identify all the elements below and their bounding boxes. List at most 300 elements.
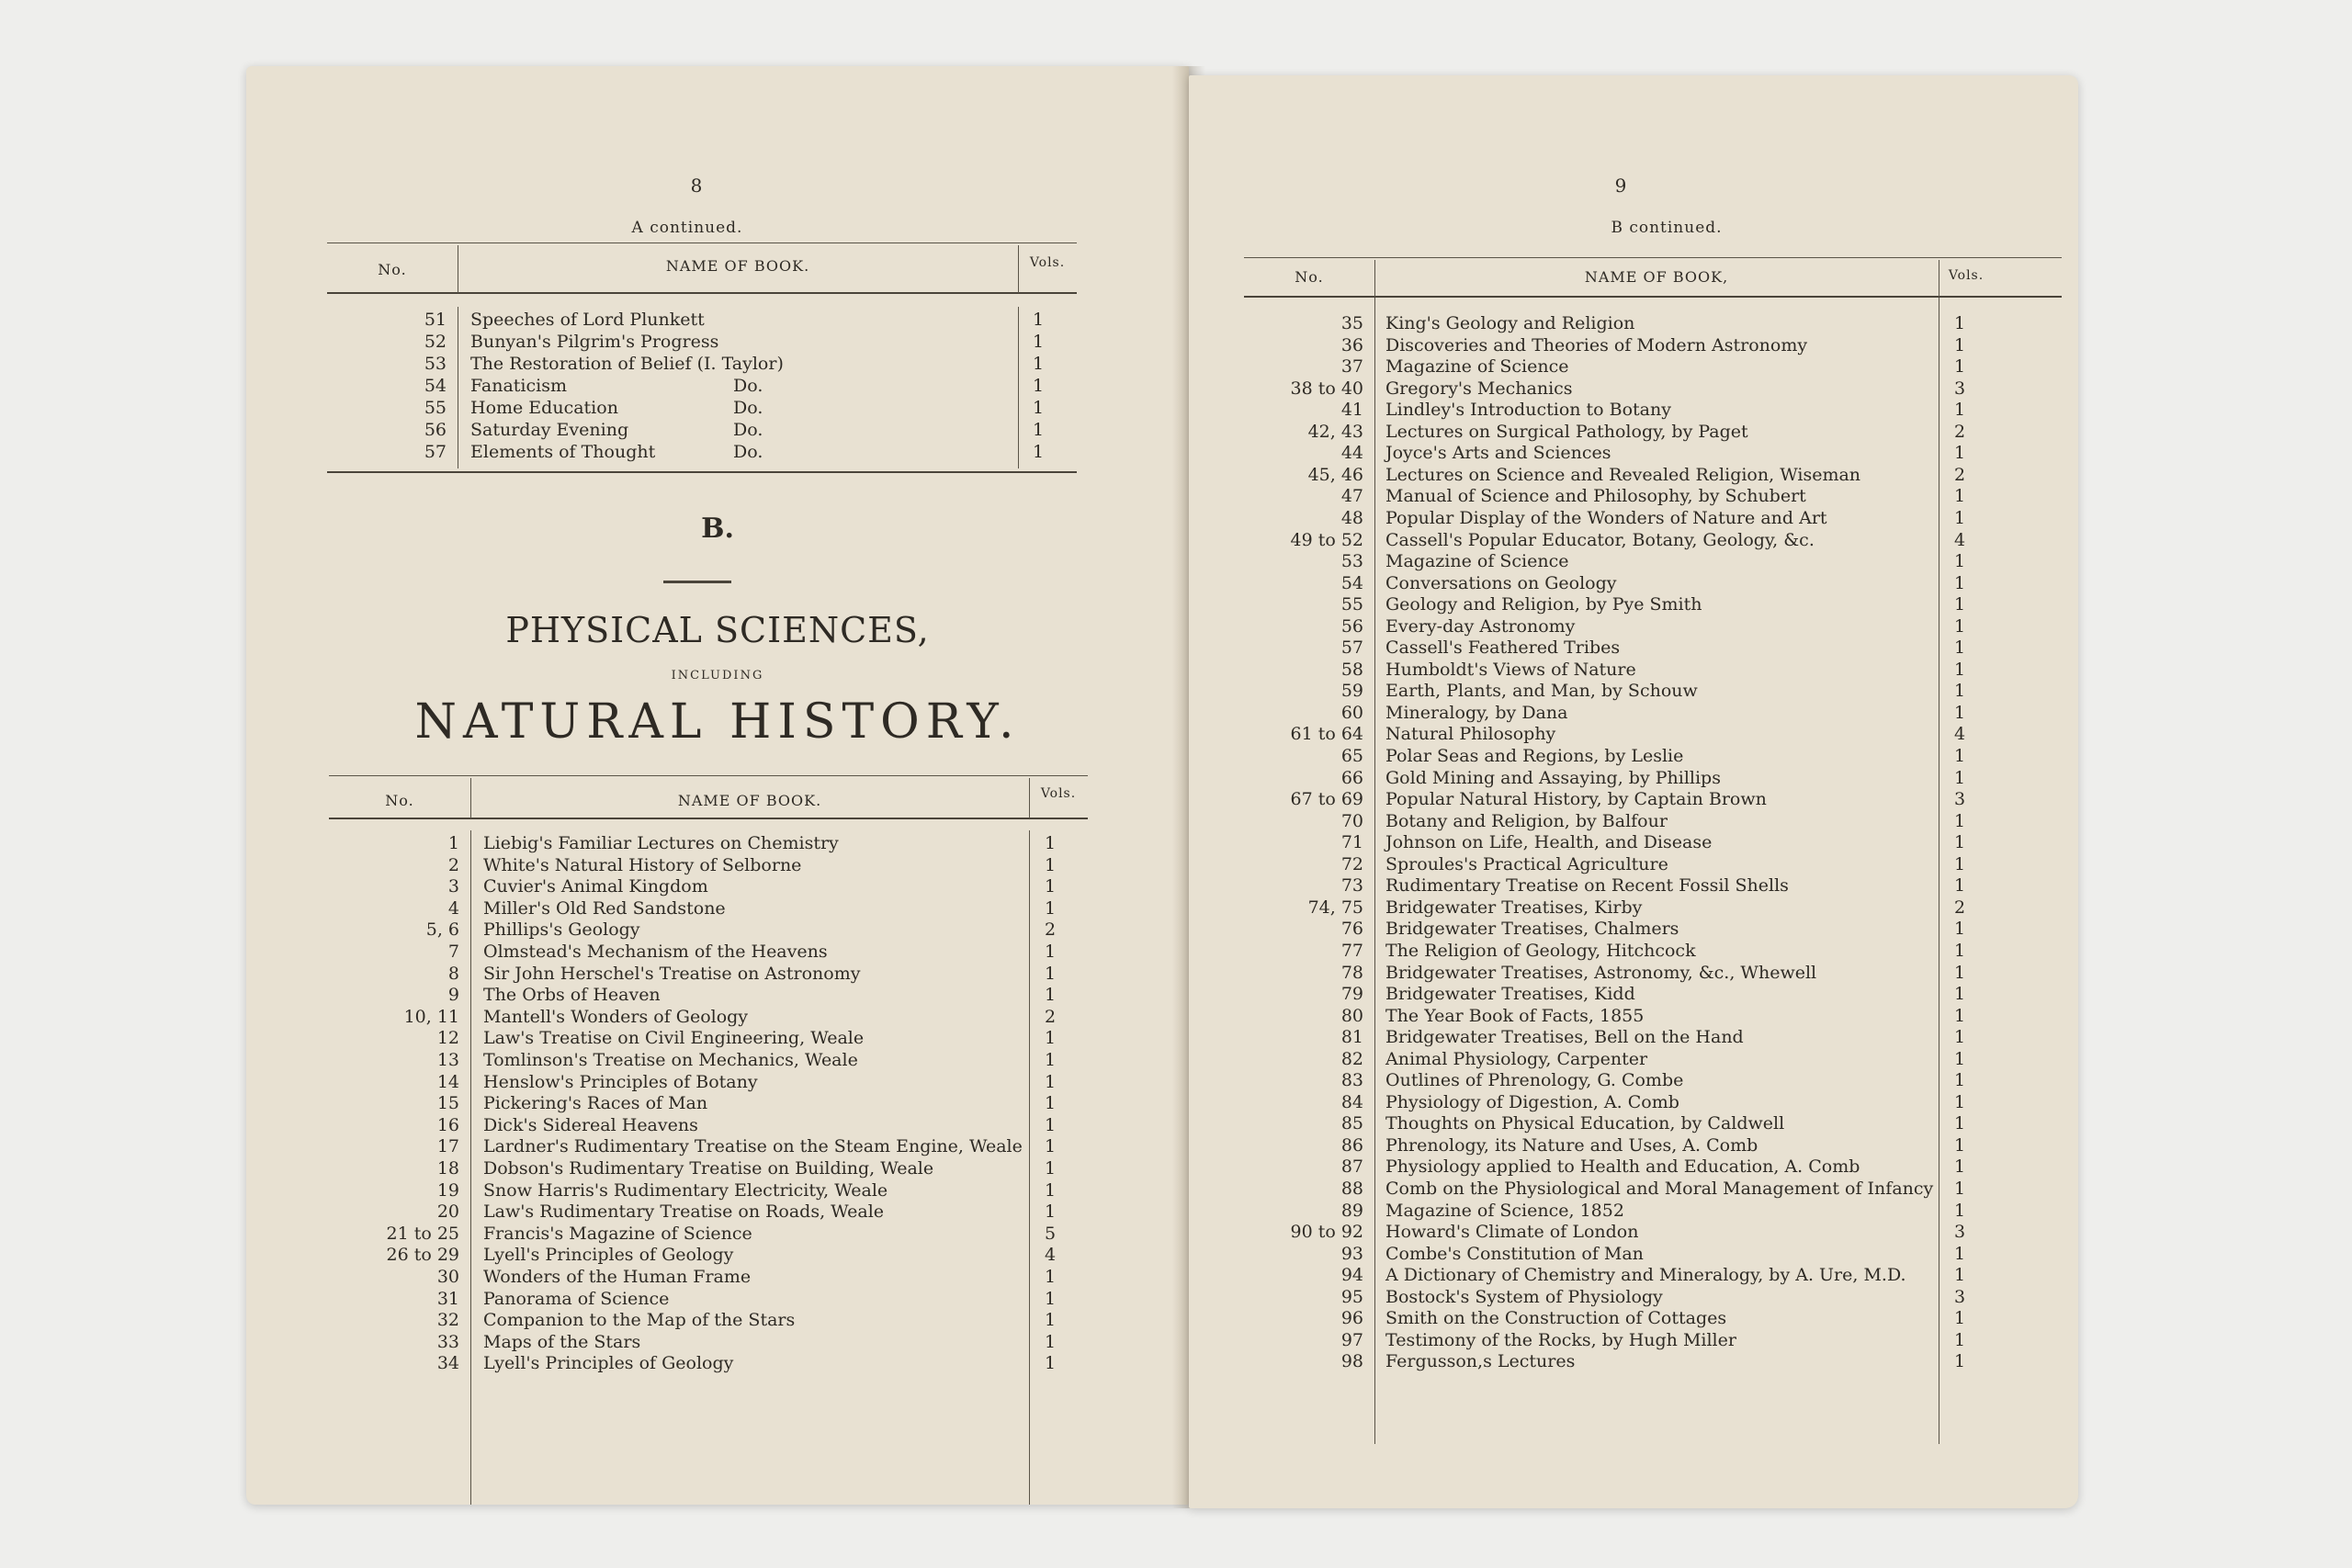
column-header-vols: Vols. [1948,268,1984,283]
book-name: Outlines of Phrenology, G. Combe [1385,1070,1684,1091]
row-number: 55 [424,398,447,418]
table-row [246,1114,1189,1136]
volume-count: 1 [1953,832,1966,853]
book-name: Elements of Thought [470,442,656,462]
row-number: 48 [1340,507,1363,528]
volume-count: 2 [1044,1006,1057,1027]
volume-count: 1 [1044,1353,1057,1374]
table-row [1189,529,2078,551]
table-row [246,919,1189,941]
row-number: 84 [1340,1091,1363,1112]
row-number: 81 [1340,1027,1363,1048]
volume-count: 3 [1953,789,1966,810]
volume-count: 1 [1953,1091,1966,1112]
table-row [1189,897,2078,919]
volume-count: 1 [1953,1005,1966,1026]
volume-count: 2 [1953,464,1966,485]
row-number: 61 to 64 [1290,724,1363,745]
row-number: 41 [1340,400,1363,421]
row-number: 87 [1340,1156,1363,1178]
book-name: The Year Book of Facts, 1855 [1385,1005,1645,1026]
section-heading-text: A continued. [631,219,743,237]
table-row [1189,853,2078,875]
column-header-name: NAME OF BOOK, [1584,268,1729,286]
row-number: 1 [447,833,459,853]
volume-count: 1 [1044,963,1057,984]
volume-count: 1 [1032,398,1045,418]
table-row [1189,659,2078,681]
table-row [246,1223,1189,1245]
book-name: Joyce's Arts and Sciences [1385,443,1611,464]
section-heading-text: B continued. [1611,219,1723,237]
book-name: Lyell's Principles of Geology [483,1245,734,1266]
volume-count: 1 [1953,551,1966,572]
book-name: Bridgewater Treatises, Kidd [1385,984,1635,1005]
table-row [1189,1005,2078,1027]
row-number: 26 to 29 [386,1245,459,1266]
volume-count: 3 [1953,1222,1966,1243]
book-name: Fanaticism [470,376,567,396]
book-name: Popular Display of the Wonders of Nature and Art [1385,507,1827,528]
book-name: Natural Philosophy [1385,724,1556,745]
book-name: Lectures on Science and Revealed Religion, Wiseman [1385,464,1861,485]
volume-count: 1 [1953,443,1966,464]
volume-count: 1 [1044,854,1057,875]
book-name: Bridgewater Treatises, Kirby [1385,897,1643,918]
row-number: 58 [1340,659,1363,680]
row-number: 17 [436,1136,459,1157]
row-number: 3 [447,876,459,897]
row-number: 9 [447,985,459,1006]
book-name: Home Education [470,398,618,418]
table-row [246,1157,1189,1179]
book-name: Law's Rudimentary Treatise on Roads, Weale [483,1201,885,1223]
row-number: 10, 11 [403,1006,459,1027]
volume-count: 1 [1953,1027,1966,1048]
column-header-no: No. [378,261,407,278]
row-number: 54 [424,376,447,396]
table-row [246,1092,1189,1114]
table-row [1189,1069,2078,1091]
section-subtitle: NATURAL HISTORY. [414,694,1021,750]
row-number: 79 [1340,984,1363,1005]
volume-count: 1 [1044,1201,1057,1223]
volume-count: 1 [1953,1134,1966,1156]
volume-count: 1 [1044,985,1057,1006]
table-row [246,1266,1189,1288]
book-name: Saturday Evening [470,420,629,440]
table-row [1189,485,2078,507]
book-name: Gold Mining and Assaying, by Phillips [1385,767,1721,788]
table-row [1189,550,2078,572]
table-row [246,441,1189,463]
table-row [1189,1264,2078,1286]
row-number: 57 [424,442,447,462]
book-name: Combe's Constitution of Man [1385,1243,1644,1264]
table-row [1189,637,2078,659]
row-number: 20 [436,1201,459,1223]
book-name: Thoughts on Physical Education, by Caldwell [1385,1113,1785,1134]
row-number: 35 [1340,313,1363,333]
book-name: Johnson on Life, Health, and Disease [1385,832,1713,853]
volume-count: 4 [1953,724,1966,745]
book-name: Phillips's Geology [483,919,640,941]
book-name: Snow Harris's Rudimentary Electricity, Weale [483,1179,888,1201]
book-name: Humboldt's Views of Nature [1385,659,1636,680]
book-name: Magazine of Science [1385,551,1569,572]
table-row [1189,442,2078,464]
book-name: Fergusson,s Lectures [1385,1351,1576,1372]
page-number: 9 [1614,175,1627,197]
row-number: 86 [1340,1134,1363,1156]
book-name: Cassell's Popular Educator, Botany, Geology, &c. [1385,529,1815,550]
book-name: Cassell's Feathered Tribes [1385,637,1621,659]
volume-count: 2 [1953,897,1966,918]
volume-count: 1 [1953,919,1966,940]
row-number: 42, 43 [1307,421,1363,442]
row-number: 77 [1340,940,1363,961]
row-number: 13 [436,1050,459,1070]
row-number: 30 [436,1267,459,1287]
table-row [1189,1350,2078,1372]
table-row [1189,1329,2078,1351]
row-number: 2 [447,854,459,875]
volume-count: 1 [1953,486,1966,507]
volume-count: 1 [1953,962,1966,983]
row-number: 38 to 40 [1290,378,1363,399]
volume-count: 1 [1044,1331,1057,1352]
row-number: 59 [1340,681,1363,702]
row-number: 57 [1340,637,1363,659]
volume-count: 1 [1044,1136,1057,1157]
book-name: Polar Seas and Regions, by Leslie [1385,746,1684,766]
volume-count: 1 [1953,1179,1966,1199]
book-name: Manual of Science and Philosophy, by Schubert [1385,486,1806,507]
book-name: Bunyan's Pilgrim's Progress [470,332,719,352]
row-number: 72 [1340,853,1363,874]
volume-count: 1 [1044,1050,1057,1070]
column-header-no: No. [1295,268,1324,286]
table-row [1189,464,2078,486]
row-number: 65 [1340,746,1363,766]
volume-count: 1 [1953,1113,1966,1134]
book-name: Lyell's Principles of Geology [483,1353,734,1374]
volume-count: 1 [1953,702,1966,723]
row-number: 19 [436,1179,459,1201]
row-number: 88 [1340,1179,1363,1199]
row-number: 53 [1340,551,1363,572]
volume-count: 1 [1953,746,1966,766]
section-letter: B. [701,513,734,545]
table-row [246,397,1189,419]
volume-count: 1 [1953,594,1966,615]
table-row [246,984,1189,1006]
volume-count: 1 [1044,833,1057,853]
column-header-no: No. [385,792,414,809]
table-row [1189,1200,2078,1222]
volume-count: 1 [1953,810,1966,831]
row-number: 33 [436,1331,459,1352]
book-name: Physiology applied to Health and Education, A. Comb [1385,1156,1860,1178]
volume-count: 1 [1044,1071,1057,1092]
table-row [1189,593,2078,615]
row-number: 7 [447,942,459,962]
column-header-vols: Vols. [1040,786,1077,801]
volume-count: 1 [1953,1265,1966,1286]
page-number: 8 [690,175,703,197]
row-number: 95 [1340,1286,1363,1307]
book-name: The Religion of Geology, Hitchcock [1385,940,1696,961]
book-name: Companion to the Map of the Stars [483,1310,796,1331]
book-name: Dick's Sidereal Heavens [483,1114,698,1135]
table-row [246,1331,1189,1353]
book-name: Conversations on Geology [1385,572,1617,593]
row-number: 53 [424,354,447,374]
book-name: Law's Treatise on Civil Engineering, Weale [483,1028,865,1049]
row-number: 55 [1340,594,1363,615]
table-row [1189,940,2078,962]
book-name: The Restoration of Belief (I. Taylor) [470,354,784,374]
book-name: Lindley's Introduction to Botany [1385,400,1671,421]
row-number: 54 [1340,572,1363,593]
row-number: 5, 6 [425,919,459,941]
book-name: Animal Physiology, Carpenter [1385,1048,1648,1069]
volume-count: 1 [1044,942,1057,962]
volume-count: 1 [1953,1243,1966,1264]
table-row [1189,1134,2078,1156]
table-row [246,1288,1189,1310]
book-name: Cuvier's Animal Kingdom [483,876,708,897]
table-row [246,375,1189,397]
table-row [246,1049,1189,1071]
row-number: 47 [1340,486,1363,507]
volume-count: 1 [1044,876,1057,897]
book-name: The Orbs of Heaven [483,985,661,1006]
table-row [1189,874,2078,897]
row-number: 89 [1340,1200,1363,1221]
volume-count: 1 [1044,1288,1057,1309]
volume-count: 1 [1044,1310,1057,1331]
book-name: Panorama of Science [483,1288,670,1309]
book-name: Wonders of the Human Frame [483,1267,752,1287]
table-row [246,941,1189,963]
row-number: 37 [1340,356,1363,378]
book-name: Geology and Religion, by Pye Smith [1385,594,1702,615]
book-name: Bridgewater Treatises, Chalmers [1385,919,1679,940]
table-row [246,1071,1189,1093]
row-number: 52 [424,332,447,352]
book-name: Lardner's Rudimentary Treatise on the Steam Engine, Weale [483,1136,1023,1157]
table-row [246,1006,1189,1028]
table-row [1189,788,2078,810]
table-row [1189,1307,2078,1329]
volume-count: 1 [1953,1308,1966,1329]
row-number: 34 [436,1353,459,1374]
volume-count: 1 [1953,334,1966,355]
row-number: 32 [436,1310,459,1331]
table-row [246,1244,1189,1266]
book-name: Francis's Magazine of Science [483,1223,752,1244]
table-row [1189,572,2078,594]
row-number: 73 [1340,875,1363,897]
row-number: 51 [424,310,447,330]
volume-count: 1 [1044,1028,1057,1049]
table-row [1189,615,2078,637]
ditto-mark: Do. [733,398,763,418]
volume-count: 1 [1032,420,1045,440]
table-row [1189,1178,2078,1200]
row-number: 44 [1340,443,1363,464]
book-name: Speeches of Lord Plunkett [470,310,705,330]
section-heading [503,219,871,237]
book-name: Magazine of Science [1385,356,1569,378]
book-name: Earth, Plants, and Man, by Schouw [1385,681,1698,702]
row-number: 18 [436,1158,459,1179]
table-row [246,1352,1189,1374]
row-number: 80 [1340,1005,1363,1026]
book-name: Discoveries and Theories of Modern Astronomy [1385,334,1808,355]
volume-count: 1 [1953,984,1966,1005]
table-row [246,1135,1189,1157]
volume-count: 1 [1953,875,1966,897]
book-name: Miller's Old Red Sandstone [483,897,726,919]
table-row [246,331,1189,353]
table-row [1189,1221,2078,1243]
row-number: 78 [1340,962,1363,983]
row-number: 94 [1340,1265,1363,1286]
ditto-mark: Do. [733,376,763,396]
volume-count: 1 [1953,615,1966,637]
table-row [246,1179,1189,1201]
row-number: 97 [1340,1329,1363,1350]
book-name: Rudimentary Treatise on Recent Fossil Shells [1385,875,1789,897]
table-row [1189,745,2078,767]
table-row [246,1027,1189,1049]
row-number: 15 [436,1093,459,1114]
book-name: Sproules's Practical Agriculture [1385,853,1668,874]
row-number: 56 [424,420,447,440]
volume-count: 4 [1953,529,1966,550]
volume-count: 1 [1044,1093,1057,1114]
table-row [1189,702,2078,724]
row-number: 90 to 92 [1290,1222,1363,1243]
ditto-mark: Do. [733,442,763,462]
book-name: Sir John Herschel's Treatise on Astronomy [483,963,861,984]
volume-count: 3 [1953,1286,1966,1307]
row-number: 12 [436,1028,459,1049]
table-row [246,963,1189,985]
volume-count: 1 [1953,1351,1966,1372]
row-number: 36 [1340,334,1363,355]
row-number: 31 [436,1288,459,1309]
volume-count: 1 [1953,1070,1966,1091]
left-page [246,66,1189,1505]
volume-count: 1 [1953,313,1966,333]
volume-count: 4 [1044,1245,1057,1266]
right-page [1189,75,2078,1508]
column-header-name: NAME OF BOOK. [677,792,822,809]
volume-count: 1 [1032,442,1045,462]
row-number: 76 [1340,919,1363,940]
volume-count: 1 [1953,940,1966,961]
table-row [246,832,1189,854]
table-row [1189,1243,2078,1265]
table-row [246,309,1189,331]
volume-count: 1 [1032,332,1045,352]
book-name: Bridgewater Treatises, Astronomy, &c., Whewell [1385,962,1817,983]
table-row [1189,962,2078,984]
row-number: 98 [1340,1351,1363,1372]
table-row [1189,399,2078,421]
book-name: Howard's Climate of London [1385,1222,1639,1243]
table-row [1189,334,2078,356]
book-name: Botany and Religion, by Balfour [1385,810,1668,831]
volume-count: 1 [1953,507,1966,528]
row-number: 16 [436,1114,459,1135]
book-name: Liebig's Familiar Lectures on Chemistry [483,833,839,853]
book-name: Dobson's Rudimentary Treatise on Building, Weale [483,1158,934,1179]
volume-count: 1 [1953,1048,1966,1069]
book-name: Mineralogy, by Dana [1385,702,1568,723]
volume-count: 1 [1953,356,1966,378]
row-number: 56 [1340,615,1363,637]
table-row [1189,507,2078,529]
ditto-mark: Do. [733,420,763,440]
row-number: 45, 46 [1307,464,1363,485]
row-number: 21 to 25 [386,1223,459,1244]
table-row [1189,1091,2078,1113]
table-row [1189,723,2078,745]
table-row [1189,831,2078,853]
volume-count: 1 [1953,637,1966,659]
section-including: INCLUDING [671,669,764,682]
row-number: 70 [1340,810,1363,831]
volume-count: 1 [1044,1114,1057,1135]
volume-count: 1 [1032,310,1045,330]
book-name: Mantell's Wonders of Geology [483,1006,749,1027]
book-name: White's Natural History of Selborne [483,854,802,875]
volume-count: 1 [1953,572,1966,593]
table-row [246,875,1189,897]
table-row [1189,767,2078,789]
book-name: Testimony of the Rocks, by Hugh Miller [1385,1329,1736,1350]
book-name: Physiology of Digestion, A. Comb [1385,1091,1679,1112]
volume-count: 5 [1044,1223,1057,1244]
volume-count: 1 [1953,1200,1966,1221]
book-name: Every-day Astronomy [1385,615,1576,637]
table-row [1189,1112,2078,1134]
table-row [1189,1048,2078,1070]
row-number: 67 to 69 [1290,789,1363,810]
book-name: Lectures on Surgical Pathology, by Paget [1385,421,1748,442]
row-number: 66 [1340,767,1363,788]
table-row [246,1201,1189,1223]
volume-count: 1 [1044,1267,1057,1287]
volume-count: 1 [1044,1158,1057,1179]
table-row [1189,918,2078,940]
row-number: 49 to 52 [1290,529,1363,550]
row-number: 74, 75 [1307,897,1363,918]
table-row [246,419,1189,441]
volume-count: 1 [1953,1329,1966,1350]
book-name: Smith on the Construction of Cottages [1385,1308,1727,1329]
table-row [1189,1156,2078,1178]
row-number: 83 [1340,1070,1363,1091]
table-row [1189,312,2078,334]
table-row [246,1309,1189,1331]
volume-count: 1 [1953,853,1966,874]
volume-count: 1 [1953,681,1966,702]
